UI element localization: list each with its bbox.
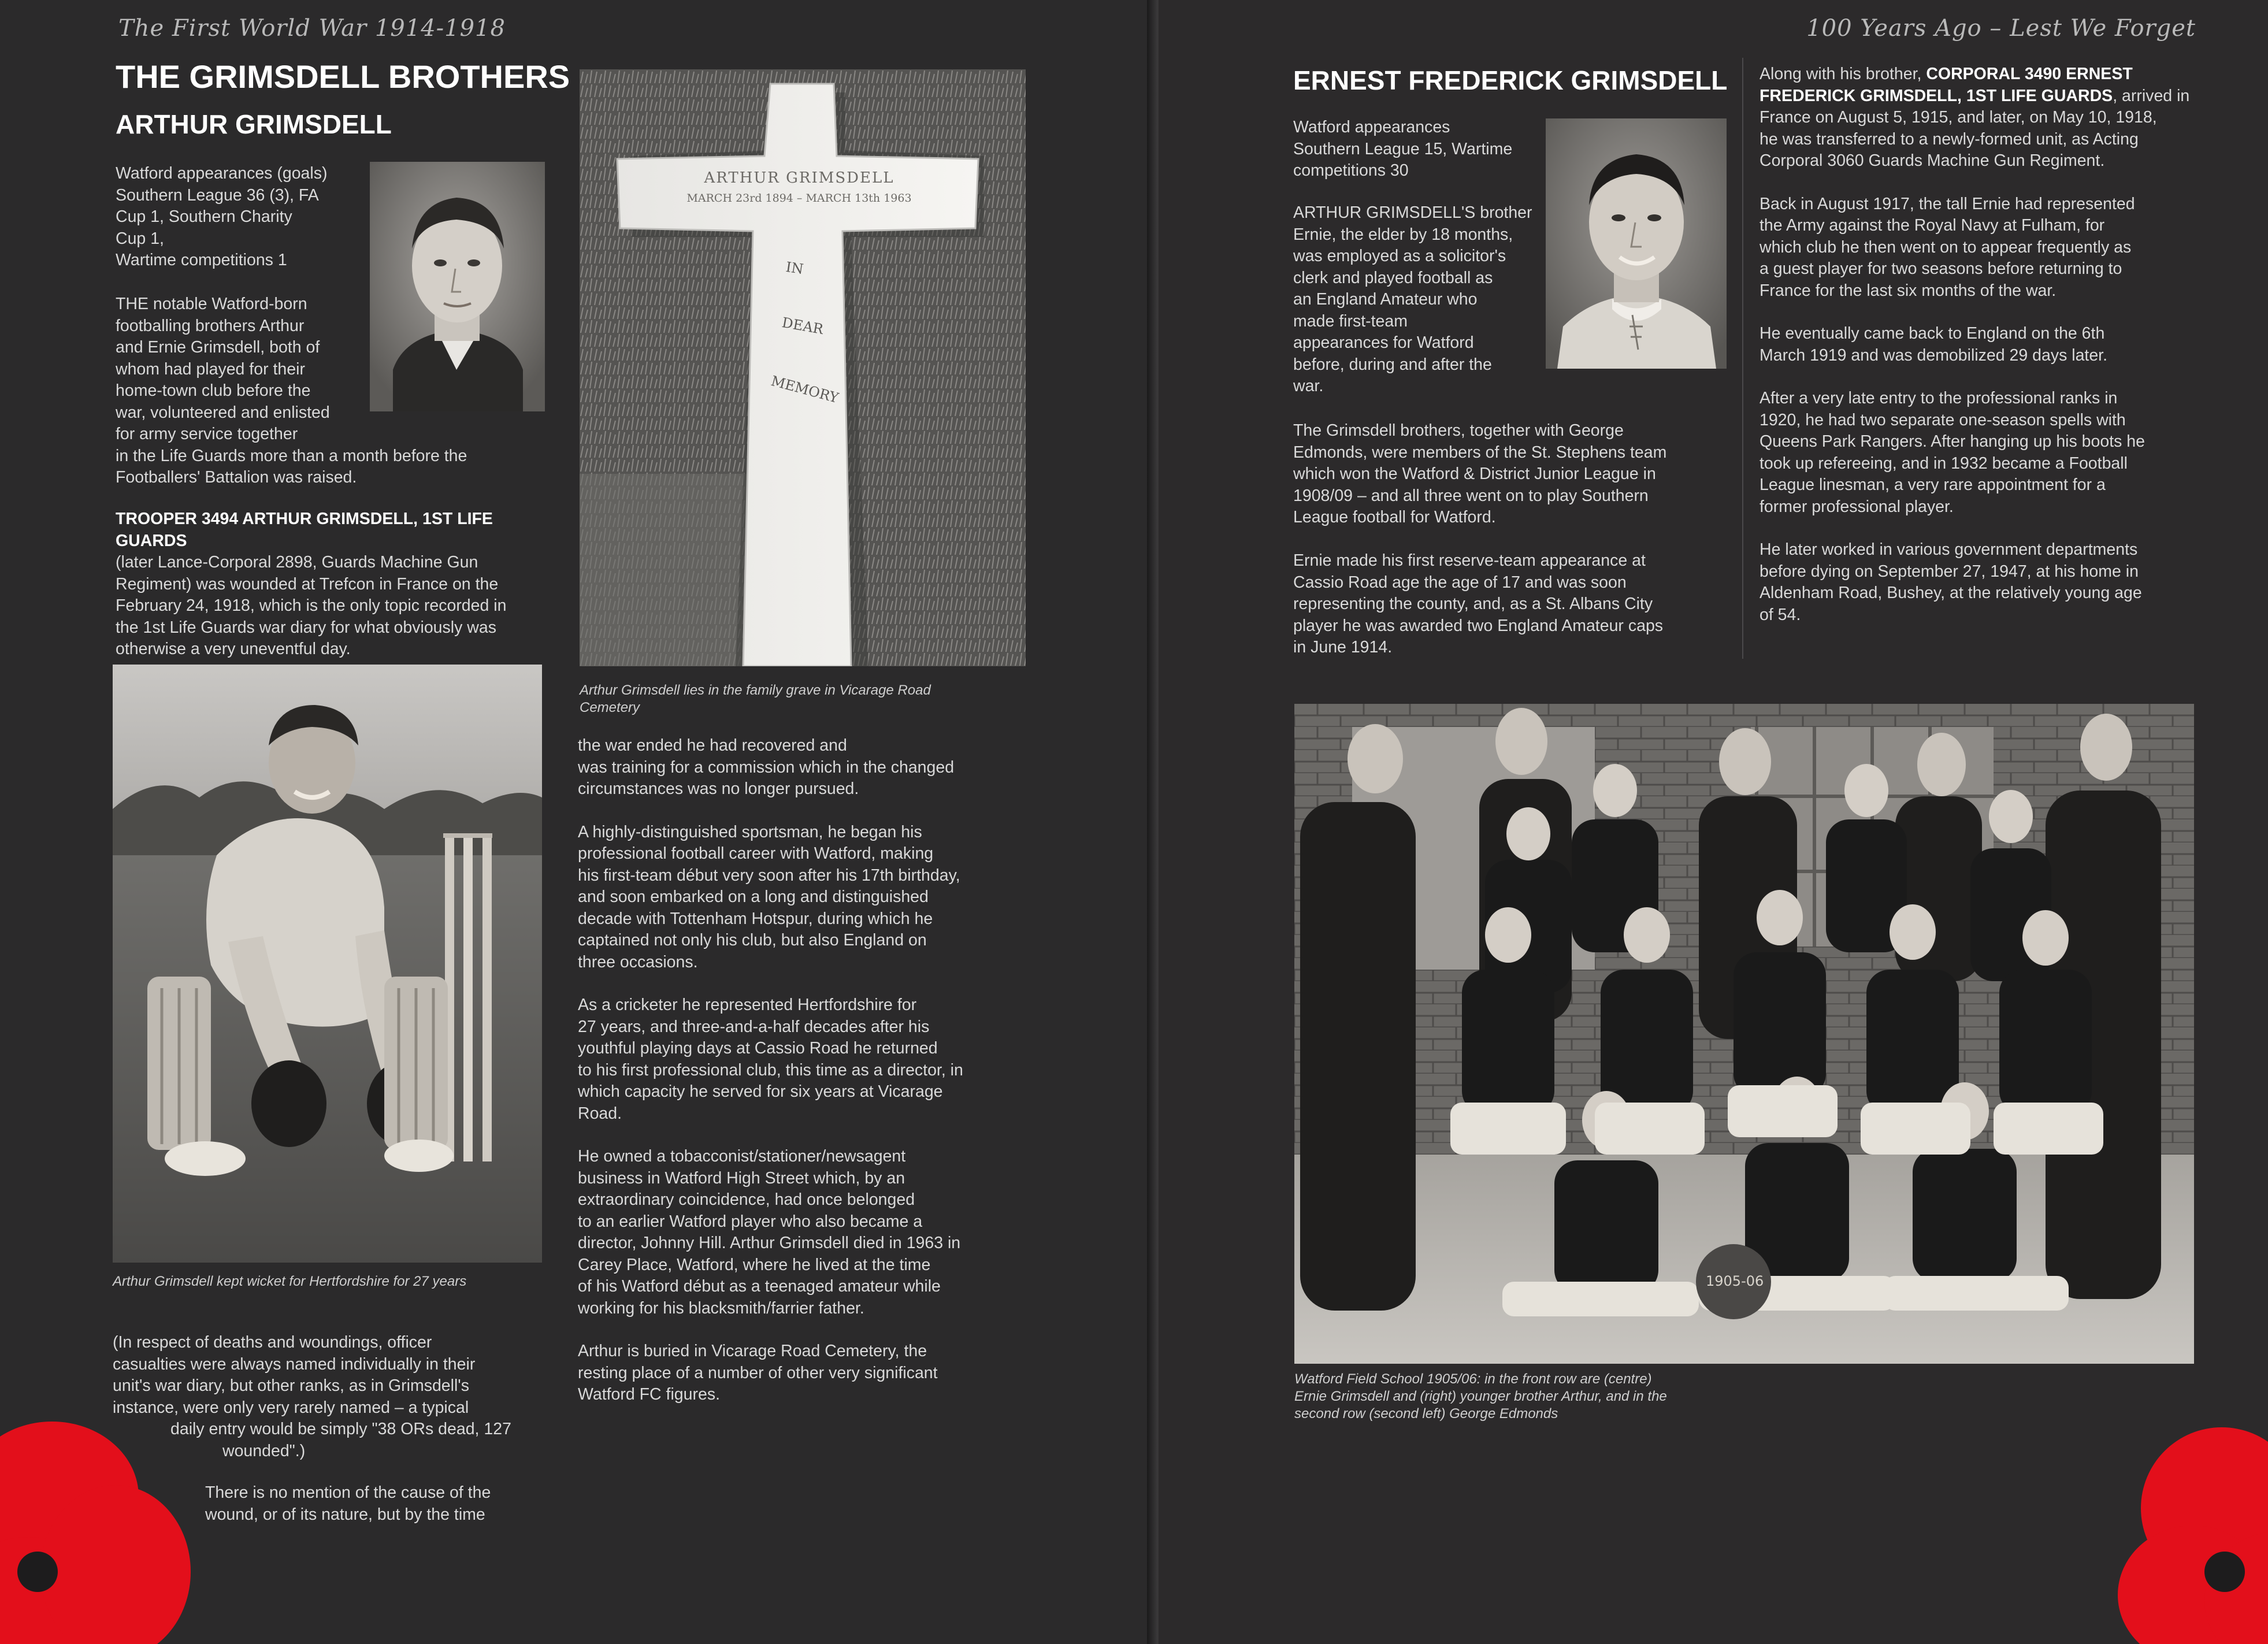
paragraph [578,994,1029,1125]
cross-inscription-memory: MEMORY [769,373,841,406]
grave-photo [580,69,1026,666]
ernest-portrait-photo [1546,118,1727,369]
text-line: was employed as a solicitor's [1293,247,1506,265]
caption-line: Cemetery [580,700,640,715]
paragraph [578,1146,1029,1319]
caption-line: Watford Field School 1905/06: in the front row are (centre) [1294,1371,1652,1387]
text-line: League linesman, a very rare appointment for a [1760,476,2106,494]
corporal-heading: CORPORAL 3490 ERNEST [1926,65,2133,83]
text-line: League football for Watford. [1293,508,1496,526]
text-line: an England Amateur who [1293,290,1478,309]
text-line: which won the Watford & District Junior League in [1293,465,1656,483]
ernest-brothers-paragraph [1293,420,1738,529]
text-line: for army service together [116,425,298,443]
text-line: war, volunteered and enlisted [116,403,330,422]
text-line: made first-team [1293,311,1408,331]
text-line: (In respect of deaths and woundings, officer [113,1333,432,1352]
paragraph [1760,194,2222,302]
text-line: business in Watford High Street which, by an [578,1168,905,1187]
text-line: 1920, he had two separate one-season spells with [1760,410,2126,429]
cricket-photo [113,665,542,1263]
text-line: Edmonds, were members of the St. Stephens team [1293,443,1667,462]
text-line: He later worked in various government departments [1760,540,2138,559]
running-header-left: The First World War 1914-1918 [118,15,506,42]
paragraph [578,735,1029,800]
text-line: resting place of a number of other very significant [578,1363,938,1382]
caption-line: Ernie Grimsdell and (right) younger brother Arthur, and in the [1294,1389,1667,1404]
intro-paragraph [116,294,560,489]
trooper-heading: TROOPER 3494 ARTHUR GRIMSDELL, 1ST LIFE GUARDS [116,510,493,550]
text-line: of his Watford début as a teenaged amateur while [578,1277,941,1296]
grave-caption [580,682,1030,717]
appearance-line: Watford appearances [1293,118,1450,136]
text-line: After a very late entry to the professional ranks in [1760,389,2118,407]
text-line: Watford FC figures. [578,1385,721,1404]
text-line: in the Life Guards more than a month before the [116,446,467,465]
text-fragment: Along with his brother, [1760,65,1926,83]
cross-name: ARTHUR GRIMSDELL [704,169,894,187]
text-line: casualties were always named individually in their [113,1354,476,1374]
text-line: clerk and played football as [1293,268,1493,287]
text-line: which club he then went on to appear frequently as [1760,237,2132,257]
text-line: home-town club before the [116,381,311,400]
cross-inscription-dear: DEAR [781,314,825,338]
text-line: representing the county, and, as a St. Albans City [1293,595,1653,613]
ernest-reserve-paragraph [1293,550,1738,659]
corporal-heading: FREDERICK GRIMSDELL, 1ST LIFE GUARDS [1760,86,2113,105]
text-line: and Ernie Grimsdell, both of [116,338,320,357]
trooper-paragraph [116,509,560,660]
appearance-line: Cup 1, [116,229,164,248]
text-line: France for the last six months of the war. [1760,281,2057,300]
text-line: otherwise a very uneventful day. [116,640,351,658]
text-line: which capacity he served for six years at Vicarage [578,1082,943,1101]
text-line: took up refereeing, and in 1932 became a Football [1760,454,2128,473]
text-line: in June 1914. [1293,638,1393,656]
text-line: extraordinary coincidence, had once belonged [578,1190,915,1209]
text-line: wound, or of its nature, but by the time [205,1505,485,1524]
text-line: of 54. [1760,605,1801,624]
text-line: player he was awarded two England Amateur caps [1293,616,1664,635]
text-line: 1908/09 – and all three went on to play Southern [1293,486,1649,505]
text-line: Queens Park Rangers. After hanging up his boots he [1760,432,2145,451]
text-line: decade with Tottenham Hotspur, during which he [578,909,933,928]
text-line: He eventually came back to England on the 6th [1760,324,2105,343]
text-line: war. [1293,377,1324,395]
no-mention-paragraph [205,1482,552,1526]
team-caption [1294,1371,2161,1423]
text-line: former professional player. [1760,497,1954,516]
caption-line: second row (second left) George Edmonds [1294,1406,1558,1422]
text-line: Corporal 3060 Guards Machine Gun Regiment. [1760,151,2105,170]
text-line: Regiment) was wounded at Trefcon in France on the [116,574,499,593]
cricket-caption: Arthur Grimsdell kept wicket for Hertfordshire for 27 years [113,1274,467,1289]
text-line: a guest player for two seasons before returning to [1760,259,2122,278]
text-line: the Army against the Royal Navy at Fulham, for [1760,216,2105,235]
arthur-column-two [578,735,1029,1427]
cross-inscription-in: IN [785,259,805,277]
text-line: and soon embarked on a long and distinguished [578,888,929,906]
text-line: the 1st Life Guards war diary for what obviously was [116,618,496,637]
poppy-icon [2118,1427,2268,1644]
appearance-line: Watford appearances (goals) [116,164,328,183]
cross-dates: MARCH 23rd 1894 – MARCH 13th 1963 [686,192,912,205]
text-line: Back in August 1917, the tall Ernie had represented [1760,194,2135,213]
right-page [1159,0,2268,1644]
running-header-right: 100 Years Ago – Lest We Forget [1806,15,2196,42]
text-line: was training for a commission which in the changed [578,758,955,777]
text-line: Road. [578,1104,622,1123]
text-line: daily entry would be simply "38 ORs dead, 127 [170,1420,511,1438]
text-fragment: , arrived in [2113,86,2190,105]
ernest-appearances [1293,117,1547,182]
text-line: director, Johnny Hill. Arthur Grimsdell died in 1963 in [578,1234,961,1252]
appearance-line: competitions 30 [1293,161,1409,180]
text-line: (later Lance-Corporal 2898, Guards Machine Gun [116,553,478,571]
appearance-line: Wartime competitions 1 [116,251,287,269]
text-line: Cassio Road age the age of 17 and was soon [1293,573,1627,592]
text-line: footballing brothers Arthur [116,316,305,335]
text-line: He owned a tobacconist/stationer/newsagent [578,1147,906,1166]
column-divider [1742,58,1743,659]
caption-line: Arthur Grimsdell lies in the family grave in Vicarage Road [580,682,931,698]
text-line: Carey Place, Watford, where he lived at the time [578,1255,931,1274]
text-line: THE notable Watford-born [116,295,307,313]
text-line: 27 years, and three-and-a-half decades after his [578,1017,930,1036]
text-line: circumstances was no longer pursued. [578,780,859,798]
text-line: he was transferred to a newly-formed unit, as Acting [1760,129,2139,149]
text-line: Aldenham Road, Bushey, at the relatively young age [1760,584,2142,602]
ernest-title: ERNEST FREDERICK GRIMSDELL [1293,65,1728,95]
text-line: youthful playing days at Cassio Road he returned [578,1039,938,1057]
text-line: whom had played for their [116,359,305,378]
text-line: As a cricketer he represented Hertfordshire for [578,996,917,1014]
text-line: instance, were only very rarely named – a typical [113,1398,469,1417]
text-line: before dying on September 27, 1947, at his home in [1760,562,2139,581]
paragraph [1760,323,2222,366]
text-line: March 1919 and was demobilized 29 days later. [1760,346,2108,365]
text-line: unit's war diary, but other ranks, as in Grimsdell's [113,1376,469,1395]
text-line: February 24, 1918, which is the only topic recorded in [116,596,507,615]
text-line: A highly-distinguished sportsman, he began his [578,822,922,841]
appearance-line: Cup 1, Southern Charity [116,207,292,226]
text-line: working for his blacksmith/farrier father. [578,1298,864,1318]
text-line: Arthur is buried in Vicarage Road Cemetery, the [578,1342,927,1360]
ernest-column-two [1760,64,2222,647]
text-line: appearances for Watford [1293,333,1474,352]
paragraph [578,822,1029,974]
text-line: France on August 5, 1915, and later, on May 10, 1918, [1760,108,2157,127]
text-line: wounded".) [222,1441,306,1460]
page-title: THE GRIMSDELL BROTHERS [116,58,570,95]
text-line: to an earlier Watford player who also became a [578,1212,923,1231]
text-line: ARTHUR GRIMSDELL'S brother [1293,203,1532,222]
poppy-icon [0,1422,208,1644]
text-line: captained not only his club, but also England on [578,931,927,949]
ernest-intro-paragraph [1293,202,1547,398]
appearance-line: Southern League 36 (3), FA [116,185,319,205]
text-line: Footballers' Battalion was raised. [116,468,357,487]
text-line: professional football career with Watford, making [578,844,934,863]
text-line: Ernie, the elder by 18 months, [1293,225,1513,244]
text-line: the war ended he had recovered and [578,736,847,755]
text-line: The Grimsdell brothers, together with George [1293,421,1624,440]
arthur-subtitle: ARTHUR GRIMSDELL [116,109,392,139]
appearance-line: Southern League 15, Wartime [1293,139,1513,158]
text-line: his first-team début very soon after his 17th birthday, [578,866,960,885]
text-line: before, during and after the [1293,355,1492,374]
text-line: three occasions. [578,952,698,971]
arthur-appearances [116,163,364,272]
team-photo [1294,704,2194,1364]
paragraph [1760,64,2222,172]
paragraph [578,1341,1029,1406]
text-line: Ernie made his first reserve-team appearance at [1293,551,1646,570]
paragraph [1760,539,2222,626]
text-line: to his first professional club, this time as a director, in [578,1060,963,1079]
football-label: 1905-06 [1706,1273,1764,1289]
text-line: There is no mention of the cause of the [205,1483,491,1502]
paragraph [1760,388,2222,518]
